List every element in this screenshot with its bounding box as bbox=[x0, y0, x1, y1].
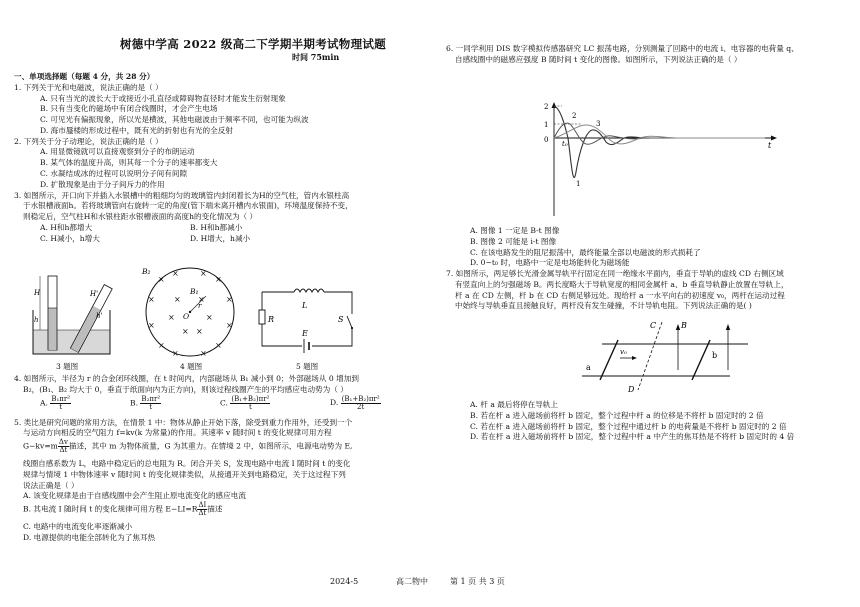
option-d[interactable]: D. 0~t₀ 时，电路中一定是电场能转化为磁场能 bbox=[470, 258, 630, 268]
question-stem: 7. 如图所示，两足够长光滑金属导轨平行固定在同一绝缘水平面内，垂直于导轨的虚线 CD 右侧区域 bbox=[446, 269, 784, 279]
label-h: h bbox=[34, 316, 39, 324]
svg-text:×: × bbox=[148, 321, 155, 330]
option-d[interactable]: D. 海市蜃楼的形成过程中，既有光的折射也有光的全反射 bbox=[40, 125, 233, 135]
option-d[interactable]: D. 若在杆 a 进入磁场前将杆 b 固定，整个过程中杆 a 中产生的焦耳热是不将杆 b 固定时的 4 倍 bbox=[470, 432, 795, 442]
question-stem-line: 则稳定后，空气柱H和水银柱距水银槽液面的高度h的变化情况为（ ） bbox=[23, 212, 258, 222]
svg-text:×: × bbox=[215, 341, 222, 350]
svg-text:×: × bbox=[172, 349, 179, 358]
svg-text:×: × bbox=[206, 313, 213, 322]
figure-7-diagram bbox=[580, 318, 750, 394]
curve-1-label: 1 bbox=[576, 180, 581, 188]
curve-2-label: 2 bbox=[572, 112, 577, 120]
option-a[interactable]: A. 该变化规律是由于自感线圈中会产生阻止原电流变化的感应电流 bbox=[23, 491, 246, 501]
option-c[interactable]: C. 可见光有偏振现象，所以光是横波，其他电磁波由于频率不同，也可能为纵波 bbox=[40, 115, 309, 125]
option-a[interactable]: A. $\frac{\text{B₁πr²}}{t}$ bbox=[40, 394, 71, 411]
question-stem: 3. 如图所示，开口向下并插入水银槽中的粗细均匀的玻璃管内封闭着长为H的空气柱，管内水银柱高 bbox=[14, 190, 350, 200]
svg-text:×: × bbox=[174, 295, 181, 304]
option-b[interactable]: B. $\frac{\text{B₂πr²}}{t}$ bbox=[130, 394, 161, 411]
question-stem: 6. 一同学利用 DIS 数字模拟传感器研究 LC 振荡电路，分别测量了回路中的电流 i、电容器的电荷量 q、 bbox=[446, 44, 799, 53]
section-heading: 一、单项选择题（每题 4 分，共 28 分） bbox=[14, 72, 155, 81]
question-1 bbox=[14, 83, 426, 137]
y-tick-2: 2 bbox=[544, 103, 549, 111]
question-4 bbox=[14, 374, 426, 418]
svg-text:×: × bbox=[158, 341, 165, 350]
label-v0: v₀ bbox=[620, 348, 627, 356]
option-a[interactable]: A. 图像 1 一定是 B-t 图像 bbox=[470, 226, 560, 235]
label-rod-a: a bbox=[586, 363, 591, 372]
option-b[interactable]: B. 某气体的温度升高，则其每一个分子的速率都变大 bbox=[40, 158, 218, 168]
question-stem-line: B₂，(B₁、B₂ 均大于 0，垂直于纸面向内为正方向)，则该过程线圈产生的平均感应电动势为（ ） bbox=[23, 384, 348, 394]
option-a[interactable]: A. H和h都增大 bbox=[40, 222, 93, 232]
svg-text:×: × bbox=[200, 349, 207, 358]
footer-page: 第 1 页 共 3 页 bbox=[450, 577, 505, 586]
svg-text:×: × bbox=[196, 327, 203, 336]
question-3 bbox=[14, 191, 426, 245]
option-d[interactable]: D. $\frac{\text{(B₁+B₂)πr²}}{2t}$ bbox=[330, 394, 380, 411]
option-a[interactable]: A. 只有当光的波长大于或接近小孔直径或障碍物直径时才能发生衍射现象 bbox=[40, 93, 286, 103]
svg-text:×: × bbox=[148, 295, 155, 304]
question-stem-line: 杆 a 在 CD 左侧，杆 b 在 CD 右侧足够远处。现给杆 a 一水平向右的初速度 v₀，两杆在运动过程 bbox=[455, 290, 785, 300]
exam-time: 时间 75min bbox=[292, 52, 340, 62]
label-B-field: B bbox=[681, 321, 687, 330]
option-c[interactable]: C. 在该电路发生的阻尼振荡中，最终能量全部以电磁波的形式损耗了 bbox=[470, 247, 701, 257]
svg-text:×: × bbox=[226, 321, 233, 330]
question-stem: 5. 类比是研究问题的常用方法，在情景 1 中：物体从静止开始下落，除受到重力作用外，还受到一个 bbox=[14, 417, 353, 427]
label-B2: B₂ bbox=[142, 267, 151, 276]
question-7 bbox=[446, 269, 848, 312]
figure-5-caption: 5 题图 bbox=[296, 362, 319, 371]
option-c[interactable]: C. $\frac{\text{(B₁+B₂)πr²}}{t}$ bbox=[220, 394, 270, 411]
label-r: r bbox=[198, 302, 202, 310]
question-2 bbox=[14, 137, 426, 191]
option-c[interactable]: C. 电路中的电流变化率逐渐减小 bbox=[23, 522, 133, 532]
question-stem: 4. 如图所示，半径为 r 的合金闭环线圈，在 t 时间内，内部磁场从 B₁ 减小到 0；外部磁场从 0 增加到 bbox=[14, 374, 359, 383]
svg-text:×: × bbox=[200, 269, 207, 278]
figure-5-circuit bbox=[258, 280, 358, 360]
t-axis-label: t bbox=[768, 141, 772, 150]
svg-text:×: × bbox=[172, 269, 179, 278]
option-c[interactable]: C. 若在杆 a 进入磁场前将杆 b 固定，整个过程中通过杆 b 的电荷量是不将杆 b 固定时的 2 倍 bbox=[470, 421, 787, 431]
option-b[interactable]: B. 图像 2 可能是 i-t 图像 bbox=[470, 236, 557, 246]
right-column-top bbox=[446, 44, 848, 66]
svg-text:×: × bbox=[158, 275, 165, 284]
y-tick-1: 1 bbox=[544, 121, 549, 129]
svg-text:×: × bbox=[226, 295, 233, 304]
question-stem-equation: G−kv=m $\frac{\Delta v}{\Delta t}$ 描述，其中 m 为物体质量，G 为其重力。在情境 2 中，如图所示，电源电动势为 E, bbox=[23, 438, 353, 455]
question-stem-line: 于水银槽液面h。若将玻璃管向右旋转一定的角度(管下端未离开槽内水银面)，环境温度保持不变， bbox=[23, 201, 353, 211]
t0-label: t₀ bbox=[562, 140, 568, 148]
figure-6-graph bbox=[540, 100, 780, 218]
figure-3-caption: 3 题图 bbox=[56, 362, 79, 371]
option-b[interactable]: B. 只有当变化的磁场中有闭合线圈时，才会产生电场 bbox=[40, 104, 218, 114]
origin-label: 0 bbox=[544, 136, 549, 144]
label-H-prime: H' bbox=[90, 290, 99, 298]
figure-4-caption: 4 题图 bbox=[180, 362, 203, 371]
option-d[interactable]: D. 电源提供的电能全部转化为了焦耳热 bbox=[23, 533, 156, 543]
question-5 bbox=[14, 418, 426, 544]
footer-date: 2024-5 bbox=[330, 577, 359, 586]
svg-text:×: × bbox=[182, 327, 189, 336]
svg-text:×: × bbox=[168, 313, 175, 322]
label-D: D bbox=[628, 385, 635, 394]
right-column-bottom bbox=[446, 400, 848, 443]
question-stem-line: 规律与情境 1 中物体速率 v 随时间 t 的变化规律类似，从接通开关到电路稳定，关于这过程下列 bbox=[23, 469, 346, 479]
label-E: E bbox=[302, 329, 308, 338]
label-H: H bbox=[34, 289, 41, 297]
left-column bbox=[14, 72, 426, 245]
curve-3-label: 3 bbox=[596, 120, 601, 128]
figure-4-diagram bbox=[140, 262, 240, 362]
right-column-mid bbox=[446, 226, 848, 312]
left-column-lower bbox=[14, 374, 426, 544]
option-c[interactable]: C. 水凝结成冰的过程可以说明分子间有间隙 bbox=[40, 169, 188, 179]
label-C: C bbox=[650, 321, 657, 330]
option-c[interactable]: C. H减小，h增大 bbox=[40, 233, 100, 243]
question-stem: 1. 下列关于光和电磁波，说法正确的是（ ） bbox=[14, 82, 163, 92]
label-h-prime: h' bbox=[96, 312, 103, 320]
option-d[interactable]: D. 扩散现象是由于分子间斥力的作用 bbox=[40, 179, 165, 189]
label-R: R bbox=[268, 315, 275, 324]
option-d[interactable]: D. H增大，h减小 bbox=[190, 233, 251, 243]
option-a[interactable]: A. 杆 a 最后将停在导轨上 bbox=[470, 400, 559, 409]
question-stem: 2. 下列关于分子动理论，说法正确的是（ ） bbox=[14, 136, 163, 146]
exam-title: 树德中学高 2022 级高二下学期半期考试物理试题 bbox=[120, 37, 387, 51]
option-b[interactable]: B. 其电流 I 随时间 t 的变化规律可用方程 E−LI=R $\frac{\Delta I}{\Delta t}$ 描述 bbox=[23, 501, 223, 518]
figure-3-diagram bbox=[28, 262, 118, 362]
option-a[interactable]: A. 用显微镜就可以直接观察到分子的布朗运动 bbox=[40, 147, 195, 157]
label-S: S bbox=[338, 315, 344, 324]
label-O: O bbox=[183, 312, 190, 321]
question-stem-line: 说法正确是（ ） bbox=[23, 480, 79, 490]
question-6 bbox=[446, 44, 848, 66]
question-stem-line: 自感线圈中的磁感应强度 B 随时间 t 变化的图像。如图所示，下列说法正确的是（ ） bbox=[455, 54, 742, 64]
question-stem-line: 线圈自感系数为 L，电路中稳定后的总电阻为 R。闭合开关 S，发现电路中电流 I 随时间 t 的变化 bbox=[23, 459, 351, 469]
option-b[interactable]: B. 若在杆 a 进入磁场前将杆 b 固定，整个过程中杆 a 的位移是不将杆 b 固定时的 2 倍 bbox=[470, 410, 764, 420]
label-L: L bbox=[302, 301, 308, 310]
question-stem-line: 中始终与导轨垂直且接触良好，两杆没有发生碰撞，不计导轨电阻。下列说法正确的是( ) bbox=[455, 301, 752, 311]
footer-subject: 高二物中 bbox=[396, 577, 428, 586]
question-stem-line: 与运动方向相反的空气阻力 f=kv(k 为常量)的作用。其速率 v 随时间 t 的变化规律可用方程 bbox=[23, 428, 332, 438]
question-stem-line: 有竖直向上的匀强磁场 B。两长度略大于导轨宽度的相同金属杆 a、b 垂直导轨静止放置在导轨上， bbox=[455, 279, 789, 289]
label-B1: B₁ bbox=[190, 287, 199, 296]
option-b[interactable]: B. H和h都减小 bbox=[190, 222, 243, 232]
svg-text:×: × bbox=[198, 295, 205, 304]
svg-text:×: × bbox=[215, 275, 222, 284]
label-rod-b: b bbox=[712, 351, 718, 360]
